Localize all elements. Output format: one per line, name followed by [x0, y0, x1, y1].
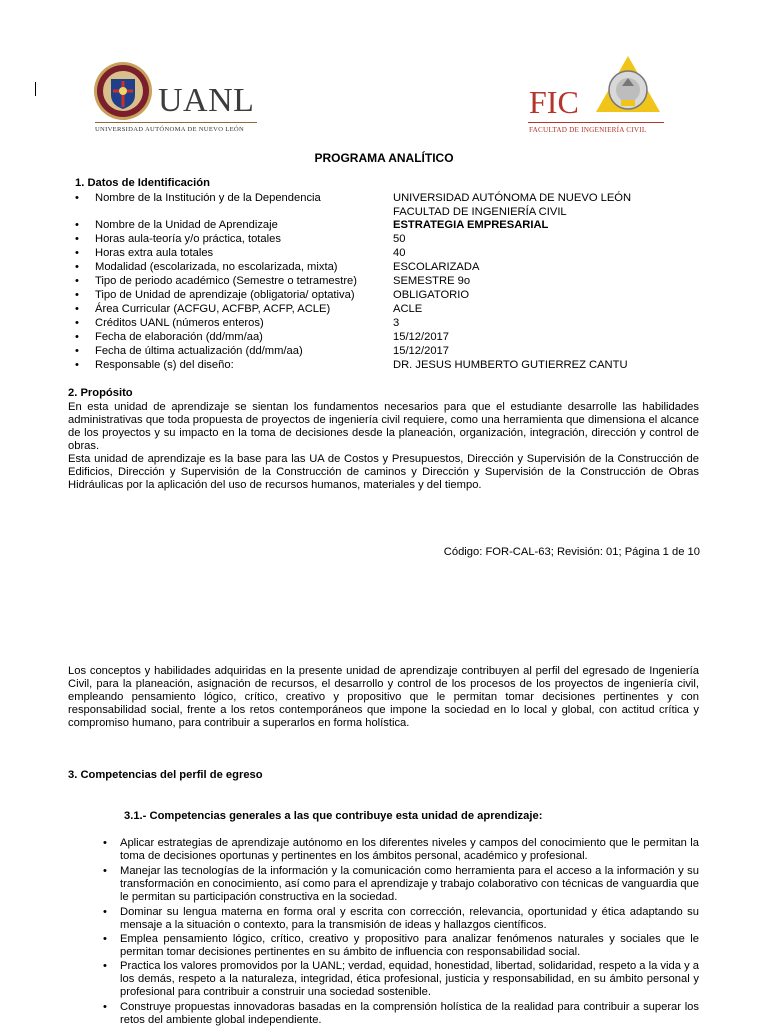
profile-paragraph: Los conceptos y habilidades adquiridas en la presente unidad de aprendizaje contribuyen al perfil del egresado de Ingeniería Civil, para la planeación, asignación de recursos, el desarrollo y control de los procesos de los proyectos de ingeniería civil, empleando pensamiento lógico, crítico, creativo y propositivo que le permitan tomar decisiones pertinentes y con responsabilidad social, frente a los retos contemporáneos que impone la sociedad en lo local y global, con actitud crítica y compromiso humano, para contribuir a superarlos en forma holística. — [68, 665, 699, 729]
purpose-paragraph: En esta unidad de aprendizaje se sientan los fundamentos necesarios para que el estudiante desarrolle las habilidades administrativas que toda propuesta de proyectos de ingeniería civil requiere, como una herramienta que dimensiona el alcance de los proyectos y su impacto en la toma de decisiones desde la planeación, organización, integración, dirección y control de obras. — [68, 401, 699, 452]
id-row: • Modalidad (escolarizada, no escolarizada, mixta) ESCOLARIZADA — [75, 261, 480, 273]
id-row: • Tipo de periodo académico (Semestre o tetramestre) SEMESTRE 9o — [75, 275, 471, 287]
uanl-seal-icon — [93, 61, 153, 121]
id-row: • Responsable (s) del diseño: DR. JESUS HUMBERTO GUTIERREZ CANTU — [75, 359, 628, 371]
id-row: • Fecha de última actualización (dd/mm/aa) 15/12/2017 — [75, 345, 449, 357]
uanl-wordmark: UANL — [158, 82, 255, 119]
fic-wordmark: FIC — [529, 84, 579, 120]
section2-heading: 2. Propósito — [68, 387, 133, 399]
id-row: • Nombre de la Unidad de Aprendizaje ESTRATEGIA EMPRESARIAL — [75, 219, 549, 231]
document-title: PROGRAMA ANALÍTICO — [314, 151, 454, 165]
section3-heading: 3. Competencias del perfil de egreso — [68, 769, 263, 781]
id-row: FACULTAD DE INGENIERÍA CIVIL — [393, 206, 567, 218]
id-row: • Nombre de la Institución y de la Dependencia UNIVERSIDAD AUTÓNOMA DE NUEVO LEÓN — [75, 192, 632, 204]
id-row: • Créditos UANL (números enteros) 3 — [75, 317, 400, 329]
purpose-paragraph: Esta unidad de aprendizaje es la base para las UA de Costos y Presupuestos, Dirección y Supervisión de la Construcción de Edificios, Dirección y Supervisión de la Construcción de caminos y Dirección y Supervisión de la Construcción de Obras Hidráulicas por la aplicación del uso de recursos humanos, materiales y del tiempo. — [68, 453, 699, 491]
uanl-fullname: UNIVERSIDAD AUTÓNOMA DE NUEVO LEÓN — [95, 126, 245, 133]
text-cursor — [35, 82, 36, 96]
id-row: • Horas extra aula totales 40 — [75, 247, 406, 259]
subsection31-heading: 3.1.- Competencias generales a las que contribuye esta unidad de aprendizaje: — [124, 810, 543, 822]
id-row: • Tipo de Unidad de aprendizaje (obligatoria/ optativa) OBLIGATORIO — [75, 289, 470, 301]
id-row: • Área Curricular (ACFGU, ACFBP, ACFP, ACLE) ACLE — [75, 303, 423, 315]
fic-emblem-icon — [594, 54, 662, 116]
fic-divider — [528, 122, 664, 123]
id-row: • Fecha de elaboración (dd/mm/aa) 15/12/2017 — [75, 331, 449, 343]
uanl-divider — [95, 122, 257, 123]
fic-fullname: FACULTAD DE INGENIERÍA CIVIL — [529, 126, 647, 134]
section1-heading: 1. Datos de Identificación — [75, 177, 210, 189]
footer-code: Código: FOR-CAL-63; Revisión: 01; Página 1 de 10 — [443, 546, 700, 558]
id-row: • Horas aula-teoría y/o práctica, totales 50 — [75, 233, 406, 245]
